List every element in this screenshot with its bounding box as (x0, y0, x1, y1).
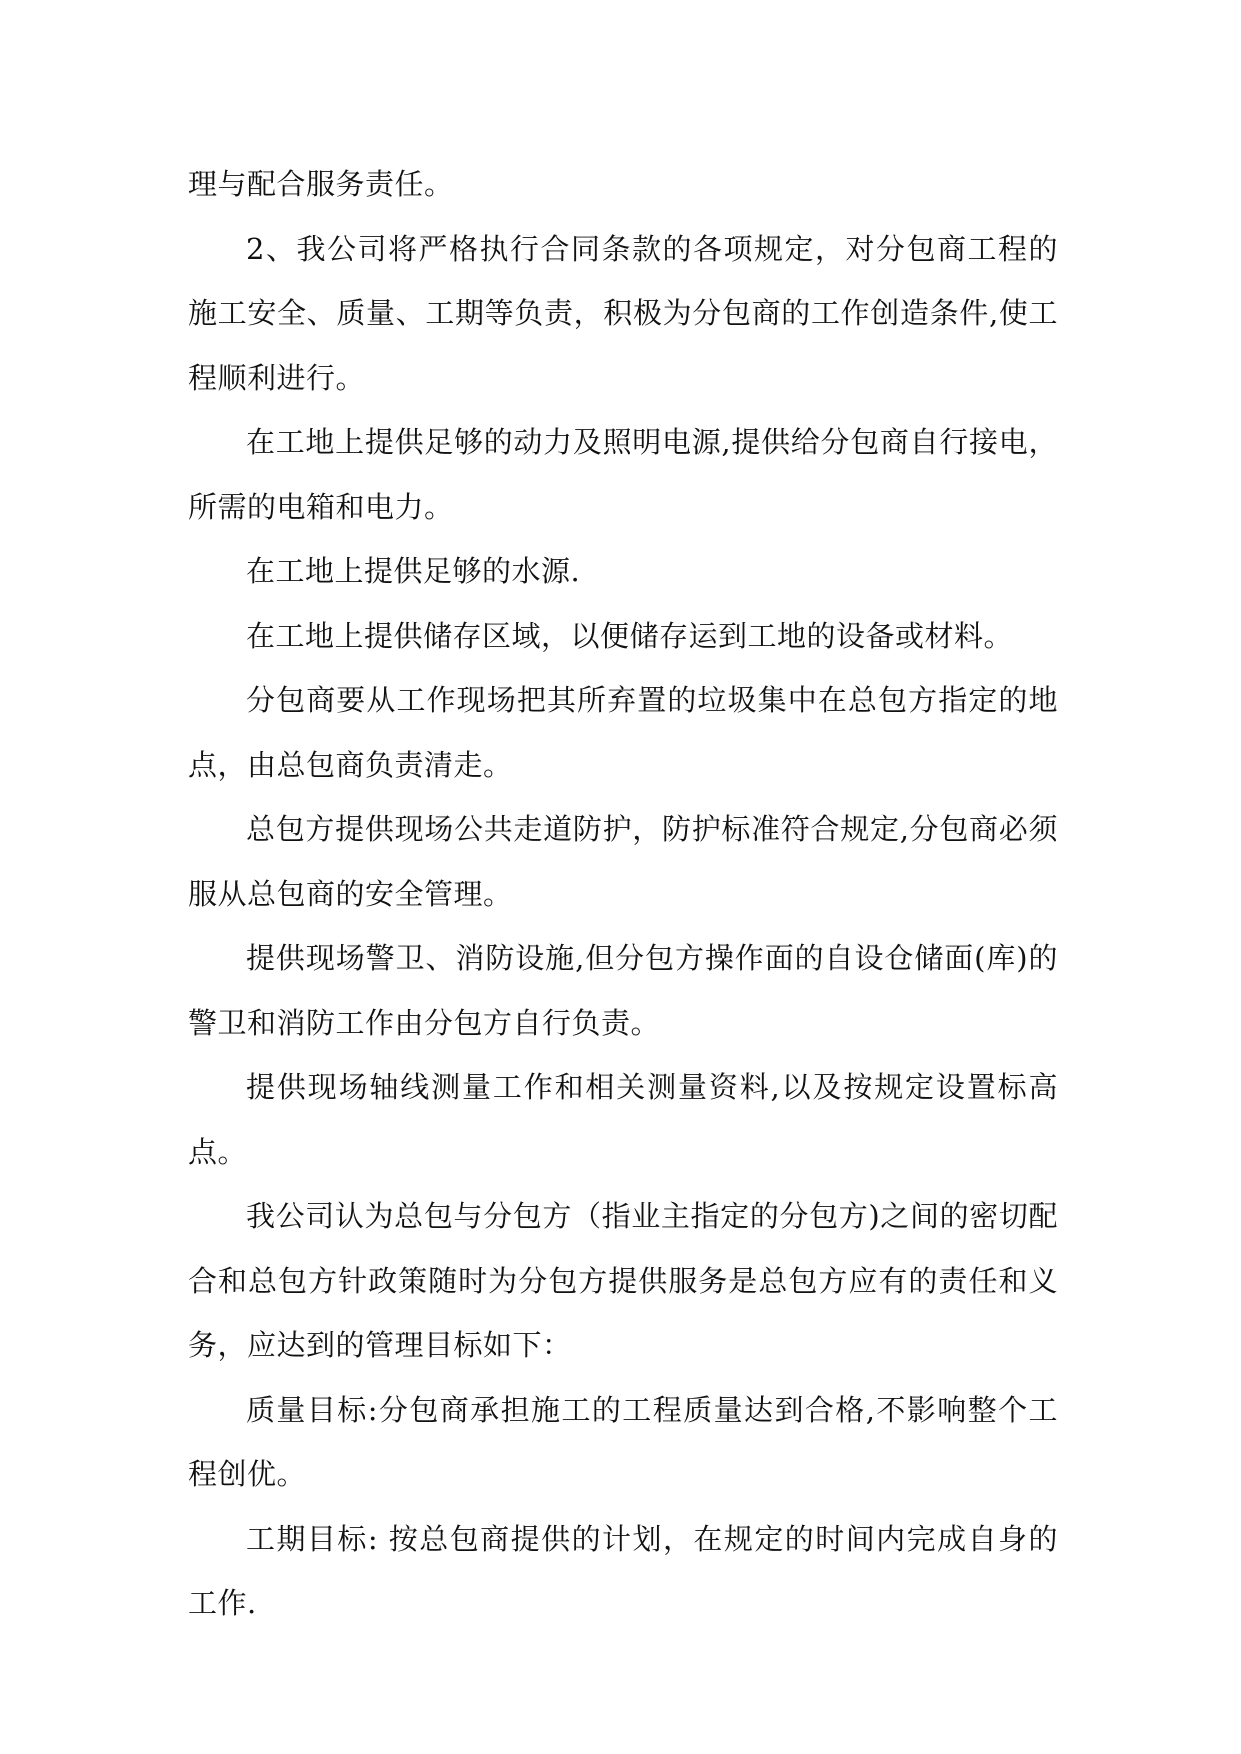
paragraph: 在工地上提供足够的动力及照明电源,提供给分包商自行接电，所需的电箱和电力。 (188, 425, 1058, 524)
paragraph: 提供现场警卫、消防设施,但分包方操作面的自设仓储面(库)的警卫和消防工作由分包方自行负责。 (188, 941, 1058, 1040)
document-body (188, 152, 1058, 1636)
paragraph: 在工地上提供足够的水源. (246, 554, 581, 588)
paragraph: 质量目标:分包商承担施工的工程质量达到合格,不影响整个工程创优。 (188, 1392, 1058, 1491)
paragraph: 2、我公司将严格执行合同条款的各项规定，对分包商工程的施工安全、质量、工期等负责，积极为分包商的工作创造条件,使工程顺利进行。 (188, 231, 1058, 395)
paragraph: 提供现场轴线测量工作和相关测量资料,以及按规定设置标高点。 (188, 1070, 1058, 1169)
paragraph: 总包方提供现场公共走道防护，防护标准符合规定,分包商必须服从总包商的安全管理。 (188, 812, 1058, 911)
paragraph: 在工地上提供储存区域，以便储存运到工地的设备或材料。 (246, 618, 1014, 653)
paragraph: 理与配合服务责任。 (188, 167, 454, 201)
paragraph: 分包商要从工作现场把其所弃置的垃圾集中在总包方指定的地点，由总包商负责清走。 (188, 683, 1058, 782)
paragraph: 工期目标: 按总包商提供的计划，在规定的时间内完成自身的工作. (188, 1521, 1058, 1620)
paragraph: 我公司认为总包与分包方（指业主指定的分包方)之间的密切配合和总包方针政策随时为分包方提供服务是总包方应有的责任和义务，应达到的管理目标如下： (188, 1199, 1058, 1362)
